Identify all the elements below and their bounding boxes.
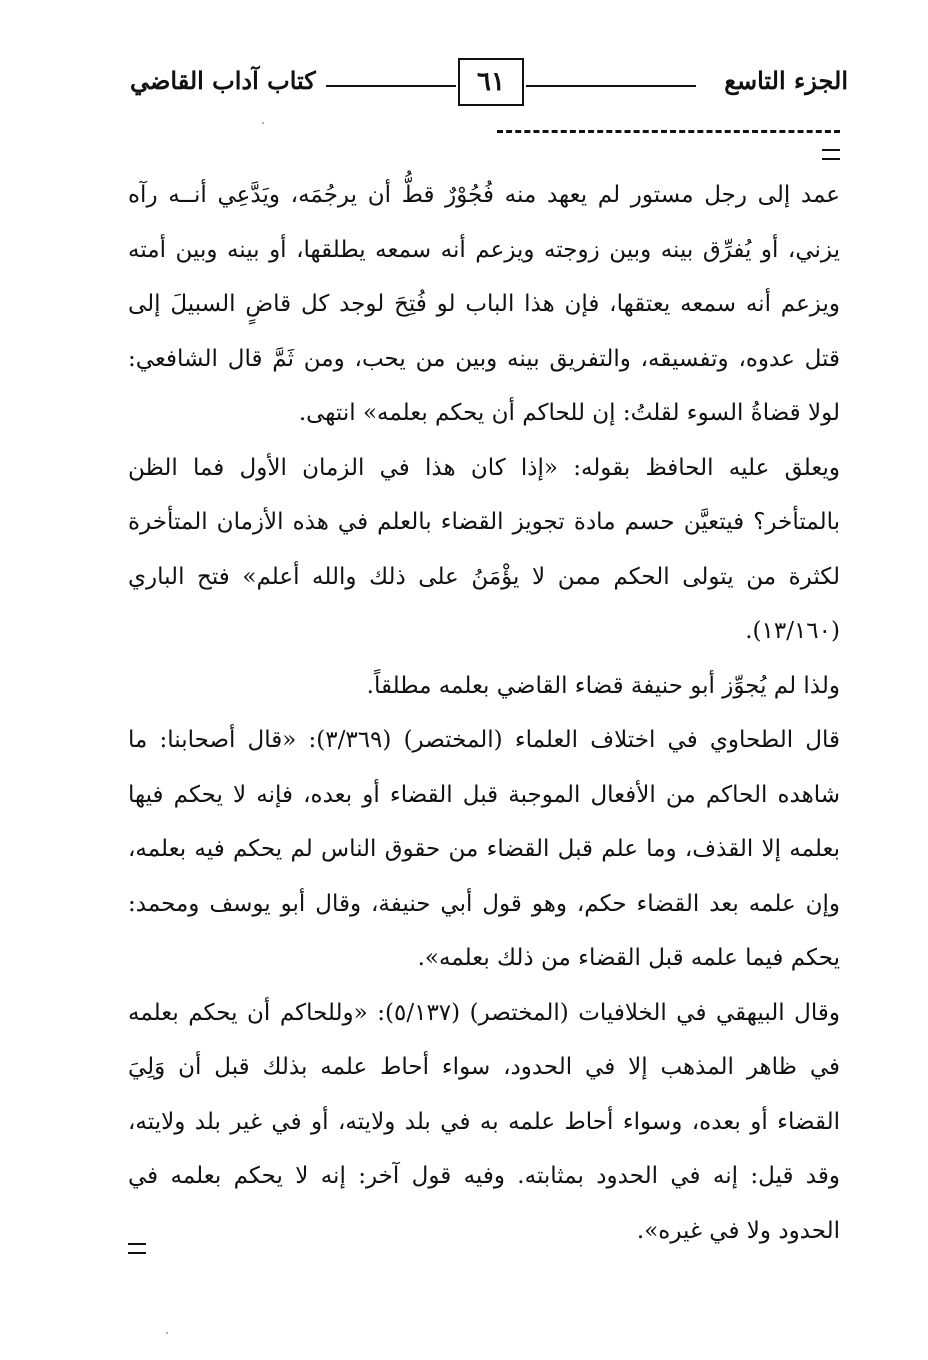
body-text — [128, 168, 840, 1258]
scan-speck — [166, 1332, 168, 1334]
scan-speck — [262, 122, 264, 124]
volume-label: الجزء التاسع — [724, 66, 848, 95]
header-rule-right — [526, 85, 696, 87]
page-header — [130, 58, 848, 118]
page-number: ٦١ — [458, 58, 524, 106]
header-rule-left — [326, 85, 456, 87]
paragraph: عمد إلى رجل مستور لم يعهد منه فُجُوْرٌ قطُّ أن يرجُمَه، ويَدَّعِي أنــه رآه يزني، أو يُفرِّق بينه وبين زوجته ويزعم أنه سمعه يطلقها، أو بينه وبين أمته ويزعم أنه سمعه يعتقها، فإن هذا الباب لو فُتِحَ لوجد كل قاضٍ السبيلَ إلى قتل عدوه، وتفسيقه، والتفريق بينه وبين من يحب، ومن ثَمَّ قال الشافعي: لولا قضاةُ السوء لقلتُ: إن للحاكم أن يحكم بعلمه» انتهى. — [128, 182, 840, 426]
book-title: كتاب آداب القاضي — [130, 66, 316, 95]
paragraph: قال الطحاوي في اختلاف العلماء (المختصر) (٣/٣٦٩): «قال أصحابنا: ما شاهده الحاكم من الأفعال الموجبة قبل القضاء أو بعده، فإنه لا يحكم فيها بعلمه إلا القذف، وما علم قبل القضاء من حقوق الناس لم يحكم فيه بعلمه، وإن علمه بعد القضاء حكم، وهو قول أبي حنيفة، وقال أبو يوسف ومحمد: يحكم فيما علمه قبل القضاء من ذلك بعلمه». — [128, 727, 840, 971]
continuation-mark-bottom — [128, 1243, 146, 1254]
continuation-mark-top — [822, 149, 840, 160]
paragraph: وقال البيهقي في الخلافيات (المختصر) (٥/١٣٧): «وللحاكم أن يحكم بعلمه في ظاهر المذهب إلا في الحدود، سواء أحاط علمه بذلك قبل أن وَلِيَ القضاء أو بعده، وسواء أحاط علمه به في بلد ولايته، أو في غير بلد ولايته، وقد قيل: إنه في الحدود بمثابته. وفيه قول آخر: إنه لا يحكم بعلمه في الحدود ولا في غيره». — [128, 999, 841, 1244]
header-dashed-rule — [497, 130, 840, 133]
paragraph: ولذا لم يُجوِّز أبو حنيفة قضاء القاضي بعلمه مطلقاً. — [366, 672, 840, 699]
paragraph: ويعلق عليه الحافظ بقوله: «إذا كان هذا في الزمان الأول فما الظن بالمتأخر؟ فيتعيَّن حسم مادة تجويز القضاء بالعلم في هذه الأزمان المتأخرة لكثرة من يتولى الحكم ممن لا يؤْمَنُ على ذلك والله أعلم» فتح الباري (١٣/١٦٠). — [128, 454, 840, 644]
